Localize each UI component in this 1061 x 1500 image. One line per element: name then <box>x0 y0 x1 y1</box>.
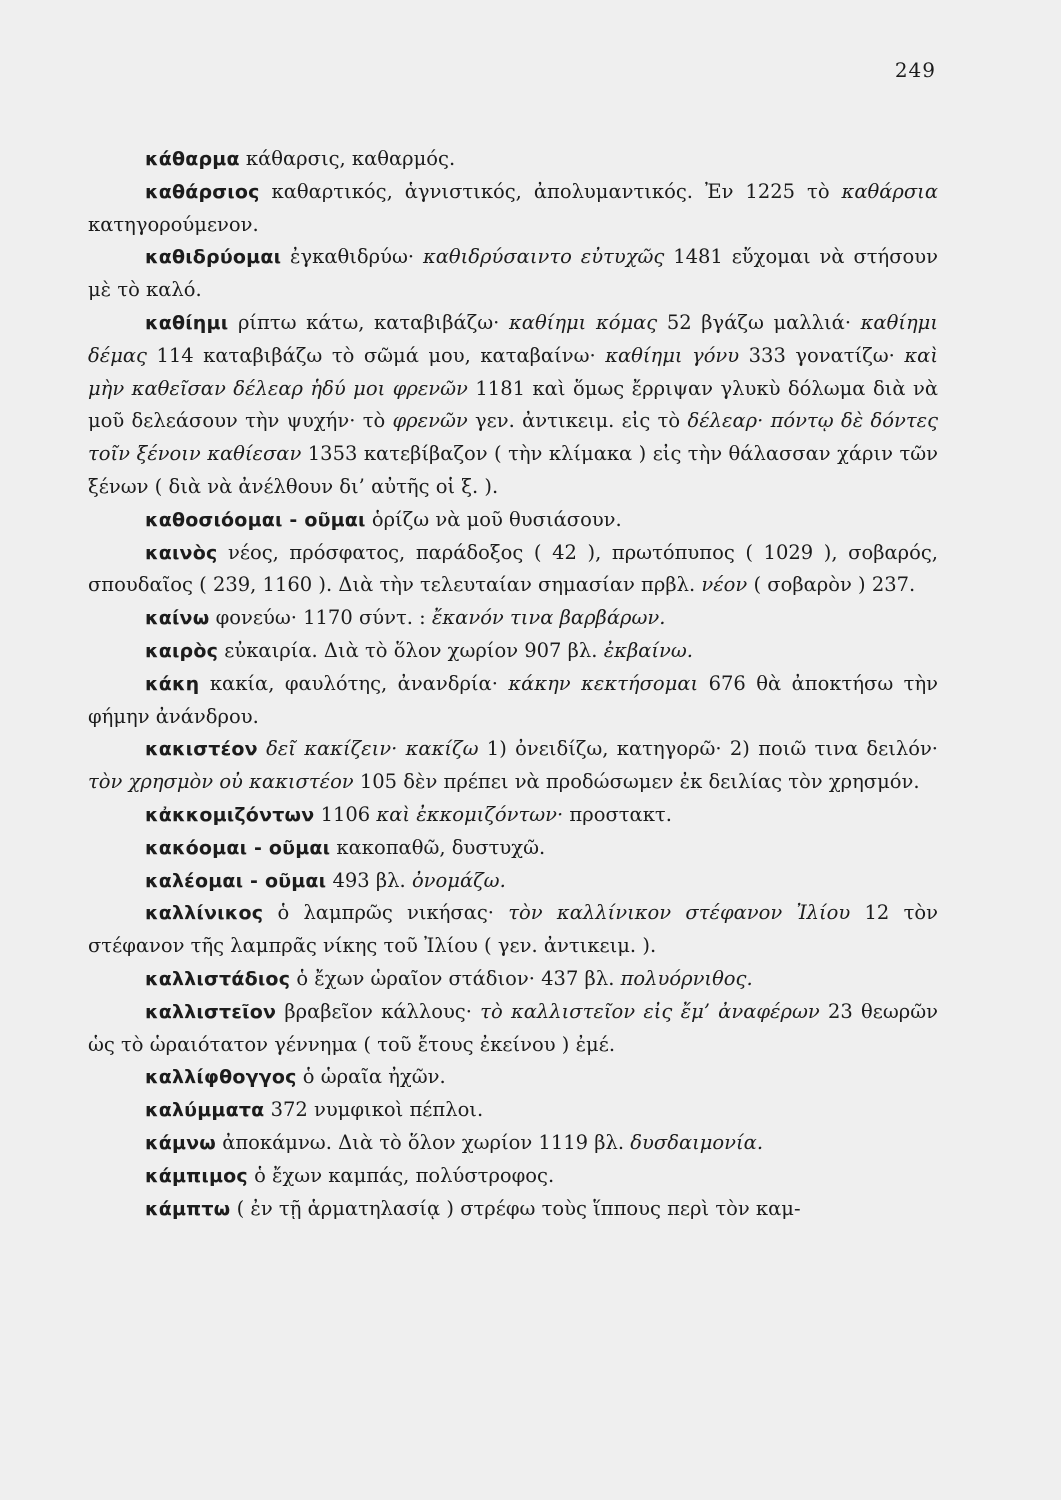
dictionary-entry <box>88 176 938 242</box>
entry-citation: καθίημι γόνυ <box>605 343 740 367</box>
dictionary-entry <box>88 143 938 176</box>
entry-headword: κάκη <box>145 672 200 695</box>
entry-definition: 493 βλ. <box>326 868 412 892</box>
entry-definition: βραβεῖον κάλλους· <box>276 999 481 1023</box>
entry-list <box>88 143 938 1225</box>
entry-citation: καὶ ἐκκομιζόντων· <box>376 802 564 826</box>
dictionary-entry <box>88 537 938 603</box>
entry-definition: κάθαρσις, καθαρμός. <box>239 147 456 170</box>
entry-headword: κάμνω <box>145 1131 216 1154</box>
dictionary-entry <box>88 733 938 799</box>
entry-definition: 333 γονατίζω· <box>739 343 905 367</box>
entry-definition <box>258 737 266 760</box>
entry-headword: καίνω <box>145 607 210 630</box>
entry-headword: καθίημι <box>145 311 229 334</box>
entry-headword: κάμπιμος <box>145 1164 248 1187</box>
entry-citation: ὀνομάζω. <box>411 868 506 892</box>
entry-definition: ἐγκαθιδρύω· <box>281 245 423 269</box>
dictionary-entry <box>88 1094 938 1127</box>
entry-headword: κάμπτω <box>145 1197 231 1220</box>
entry-definition: ( σοβαρὸν ) 237. <box>747 573 916 597</box>
dictionary-entry <box>88 963 938 996</box>
dictionary-entry <box>88 635 938 668</box>
entry-citation: τὸν χρησμὸν οὐ κακιστέον <box>88 770 354 794</box>
entry-definition: 1481 εὔχομαι νὰ στήσουν μὲ τὸ καλό. <box>88 245 938 302</box>
entry-citation: καθίημι κόμας <box>508 310 658 334</box>
entry-definition: 676 θὰ ἀποκτήσω τὴν φήμην ἀνάνδρου. <box>88 671 938 728</box>
entry-headword: καλέομαι - οῦμαι <box>145 869 327 892</box>
entry-citation: τὸν καλλίνικον στέφανον Ἰλίου <box>508 901 851 925</box>
entry-citation: τὸ καλλιστεῖον εἰς ἔμ’ ἀναφέρων <box>480 999 820 1023</box>
dictionary-entry <box>88 1160 938 1193</box>
entry-definition: κατηγορούμενον. <box>88 212 259 236</box>
entry-definition: ὁ ὡραῖα ἠχῶν. <box>296 1065 446 1089</box>
entry-headword: καλύμματα <box>145 1099 265 1122</box>
entry-headword: καινὸς <box>145 541 218 564</box>
entry-citation: νέον <box>701 573 748 597</box>
entry-definition: προστακτ. <box>563 802 672 826</box>
dictionary-entry <box>88 897 938 963</box>
entry-citation: φρενῶν <box>392 409 468 433</box>
dictionary-entry <box>88 1127 938 1160</box>
dictionary-entry <box>88 865 938 898</box>
entry-definition: 1106 <box>314 802 377 826</box>
entry-definition: 372 νυμφικοὶ πέπλοι. <box>264 1098 484 1122</box>
entry-definition: 105 δὲν πρέπει νὰ προδώσωμεν ἐκ δειλίας τὸν χρησμόν. <box>353 770 920 794</box>
dictionary-entry <box>88 504 938 537</box>
entry-definition: κακία, φαυλότης, ἀνανδρία· <box>199 671 509 695</box>
entry-definition: κακοπαθῶ, δυστυχῶ. <box>330 835 546 859</box>
entry-definition: 23 θεωρῶν ὡς τὸ ὡραιότατον γέννημα ( τοῦ ἔτους ἐκείνου ) ἐμέ. <box>88 999 938 1056</box>
entry-definition: φονεύω· 1170 σύντ. : <box>209 606 432 630</box>
entry-definition: ( ἐν τῇ ἁρματηλασίᾳ ) στρέφω τοὺς ἵππους περὶ τὸν καμ- <box>230 1196 801 1220</box>
entry-definition: ἀποκάμνω. Διὰ τὸ ὅλον χωρίον 1119 βλ. <box>216 1130 631 1154</box>
entry-headword: καιρὸς <box>145 639 219 662</box>
entry-definition: γεν. ἀντικειμ. εἰς τὸ <box>467 409 688 433</box>
dictionary-entry <box>88 602 938 635</box>
dictionary-entry <box>88 241 938 307</box>
entry-headword: καθοσιόομαι - οῦμαι <box>145 508 366 531</box>
entry-citation: δυσδαιμονία. <box>630 1130 764 1154</box>
entry-definition: 1353 κατεβίβαζον ( τὴν κλίμακα ) εἰς τὴν θάλασσαν χάριν τῶν ξένων ( διὰ νὰ ἀνέλθουν δι’ αὐτῆς οἱ ξ. ). <box>88 442 938 498</box>
entry-headword: κἀκκομιζόντων <box>145 803 315 826</box>
entry-headword: καλλιστάδιος <box>145 967 291 990</box>
entry-definition: καθαρτικός, ἁγνιστικός, ἀπολυμαντικός. Ἐν 1225 τὸ <box>259 179 842 203</box>
entry-citation: κάκην κεκτήσομαι <box>508 671 699 695</box>
dictionary-entry <box>88 996 938 1062</box>
entry-definition: ὁ λαμπρῶς νικήσας· <box>263 901 509 925</box>
entry-citation: καθίημι δέμας <box>88 310 938 367</box>
entry-headword: καλλίνικος <box>145 902 264 925</box>
entry-definition: 1181 καὶ ὅμως ἔρριψαν γλυκὺ δόλωμα διὰ νὰ μοῦ δελεάσουν τὴν ψυχήν· τὸ <box>88 376 939 433</box>
page-number: 249 <box>894 58 936 82</box>
entry-definition: νέος, πρόσφατος, παράδοξος ( 42 ), πρωτόπυπος ( 1029 ), σοβαρός, σπουδαῖος ( 239, 1160 ). Διὰ τὴν τελευταίαν σημασίαν πρβλ. <box>88 540 938 597</box>
entry-citation: καθάρσια <box>841 179 938 203</box>
entry-definition: 52 βγάζω μαλλιά· <box>657 310 861 334</box>
entry-definition: ὁ ἔχων καμπάς, πολύστροφος. <box>247 1163 555 1187</box>
entry-citation: πολυόρνιθος. <box>620 966 753 990</box>
dictionary-entry <box>88 1061 938 1094</box>
entry-headword: κάθαρμα <box>145 148 240 170</box>
dictionary-entry <box>88 799 938 832</box>
entry-headword: καθάρσιος <box>145 180 260 203</box>
entry-headword: κακιστέον <box>145 738 258 761</box>
entry-citation: καθιδρύσαιντο εὐτυχῶς <box>422 245 665 269</box>
entry-definition: 12 τὸν στέφανον τῆς λαμπρᾶς νίκης τοῦ Ἰλίου ( γεν. ἀντικειμ. ). <box>88 901 938 958</box>
dictionary-entry <box>88 832 938 865</box>
entry-citation: δέλεαρ· πόντῳ δὲ δόντες τοῖν ξένοιν καθίεσαν <box>88 409 938 466</box>
entry-definition: ὁρίζω νὰ μοῦ θυσιάσουν. <box>365 507 622 531</box>
entry-definition: 1) ὀνειδίζω, κατηγορῶ· 2) ποιῶ τινα δειλόν· <box>478 737 939 761</box>
dictionary-entry <box>88 1193 938 1226</box>
entry-headword: κακόομαι - οῦμαι <box>145 836 331 859</box>
entry-citation: ἔκανόν τινα βαρβάρων. <box>431 606 666 630</box>
entry-headword: καθιδρύομαι <box>145 246 282 269</box>
dictionary-entry <box>88 668 938 734</box>
entry-headword: καλλίφθογγος <box>145 1066 297 1089</box>
entry-headword: καλλιστεῖον <box>145 1000 277 1023</box>
entry-definition: ὁ ἔχων ὡραῖον στάδιον· 437 βλ. <box>290 966 621 990</box>
entry-definition: εὐκαιρία. Διὰ τὸ ὅλον χωρίον 907 βλ. <box>218 638 604 662</box>
entry-citation: δεῖ κακίζειν· κακίζω <box>266 737 479 761</box>
entry-definition: 114 καταβιβάζω τὸ σῶμά μου, καταβαίνω· <box>146 343 606 367</box>
entry-definition: ρίπτω κάτω, καταβιβάζω· <box>228 310 509 334</box>
dictionary-entry <box>88 307 938 504</box>
entry-citation: καὶ μὴν καθεῖσαν δέλεαρ ἡδύ μοι φρενῶν <box>88 343 938 400</box>
entry-citation: ἐκβαίνω. <box>603 638 693 662</box>
